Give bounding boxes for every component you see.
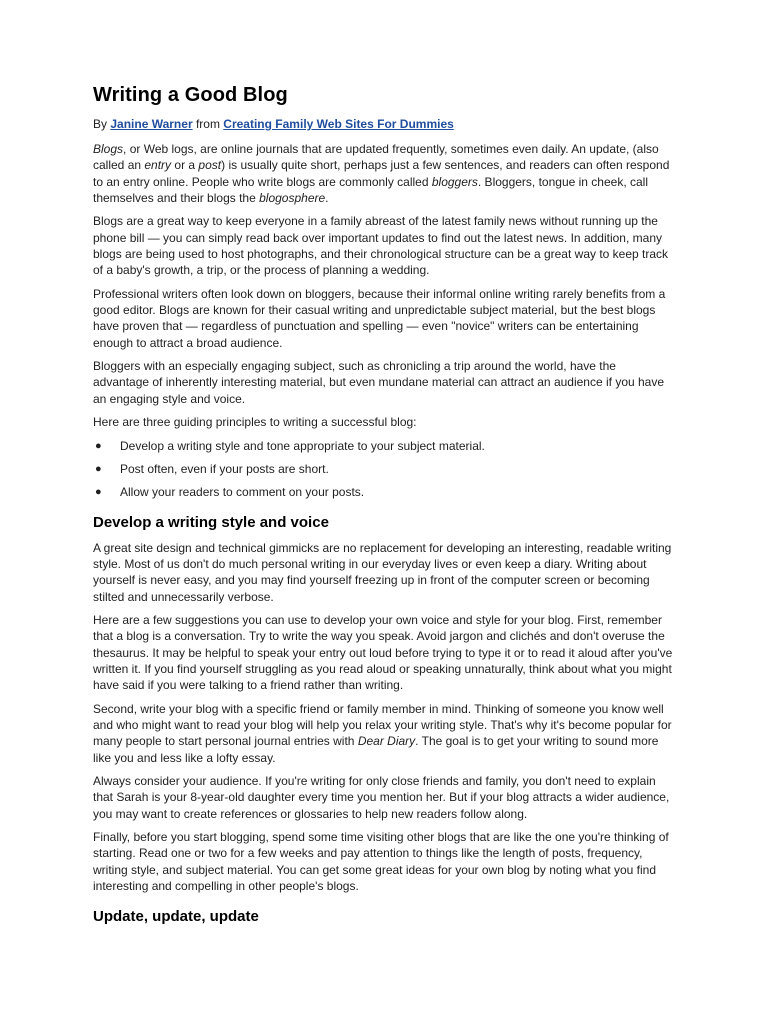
list-item: ● Allow your readers to comment on your posts.: [95, 484, 365, 499]
byline-from: from: [195, 117, 220, 131]
bullet-icon: ●: [95, 485, 102, 498]
byline-by: By: [93, 117, 108, 131]
intro-paragraph-1: Blogs, or Web logs, are online journals that are updated frequently, sometimes even daily. An update, (also called an entry or a post) is usually quite short, perhaps just a few sentences, and readers can often respond to an entry online. People who write blogs are commonly called bloggers. Bloggers, tongue in cheek, call themselves and their blogs the blogosphere.: [93, 142, 670, 205]
intro-paragraph-2: Blogs are a great way to keep everyone in a family abreast of the latest family news without running up the phone bill — you can simply read back over important updates to find out the latest news. In addition, many blogs are being used to host photographs, and their chronological structure can be a great way to keep track of a baby's growth, a trip, or the process of planning a wedding.: [93, 214, 669, 278]
list-item: ● Post often, even if your posts are short.: [95, 461, 329, 476]
intro-paragraph-3: Professional writers often look down on bloggers, because their informal online writing rarely benefits from a good editor. Blogs are known for their casual writing and unpredictable subject material, but the best blogs have proven that — regardless of punctuation and spelling — even "novice" writers can be entertaining enough to attract a broad audience.: [93, 286, 666, 350]
principles-list: [93, 438, 675, 500]
bullet-icon: ●: [95, 462, 102, 475]
bullet-icon: ●: [95, 439, 102, 452]
intro-paragraph-5: Here are three guiding principles to writing a successful blog:: [93, 415, 417, 430]
byline: [93, 116, 675, 132]
section1-paragraph-4: Always consider your audience. If you're writing for only close friends and family, you don't need to explain that Sarah is your 8-year-old daughter every time you mention her. But if your blog attracts a wider audience, you may want to create references or glossaries to help new readers follow along.: [93, 774, 670, 821]
list-item: ● Develop a writing style and tone appropriate to your subject material.: [95, 438, 485, 453]
section-heading-update: Update, update, update: [93, 908, 259, 926]
section-heading-style-voice: Develop a writing style and voice: [93, 513, 329, 531]
section1-paragraph-5: Finally, before you start blogging, spend some time visiting other blogs that are like the one you're thinking of starting. Read one or two for a few weeks and pay attention to things like the length of posts, frequency, writing style, and subject material. You can get some great ideas for your own blog by noting what you find interesting and compelling in other people's blogs.: [93, 830, 669, 894]
section1-paragraph-1: A great site design and technical gimmicks are no replacement for developing an interesting, readable writing style. Most of us don't do much personal writing in our everyday lives or even keep a diary. Writing about yourself is never easy, and you may find yourself freezing up in front of the computer screen or becoming stilted and unnecessarily verbose.: [93, 540, 672, 604]
source-book-link[interactable]: Creating Family Web Sites For Dummies: [223, 117, 454, 131]
section1-paragraph-3: Second, write your blog with a specific friend or family member in mind. Thinking of someone you know well and who might want to read your blog will help you relax your writing style. That's why it's become popular for many people to start personal journal entries with Dear Diary. The goal is to get your writing to sound more like you and less like a lofty essay.: [93, 701, 672, 765]
author-link[interactable]: Janine Warner: [110, 117, 193, 131]
page-title: Writing a Good Blog: [93, 84, 288, 106]
intro-paragraph-4: Bloggers with an especially engaging subject, such as chronicling a trip around the world, have the advantage of inherently interesting material, but even mundane material can attract an audience if you have an engaging style and voice.: [93, 359, 665, 406]
section1-paragraph-2: Here are a few suggestions you can use to develop your own voice and style for your blog. First, remember that a blog is a conversation. Try to write the way you speak. Avoid jargon and clichés and don't overuse the thesaurus. It may be helpful to speak your entry out loud before trying to type it or to read it aloud after you've written it. If you find yourself struggling as you read aloud or speaking unnaturally, think about what you might have said if you were talking to a friend rather than writing.: [93, 613, 673, 693]
